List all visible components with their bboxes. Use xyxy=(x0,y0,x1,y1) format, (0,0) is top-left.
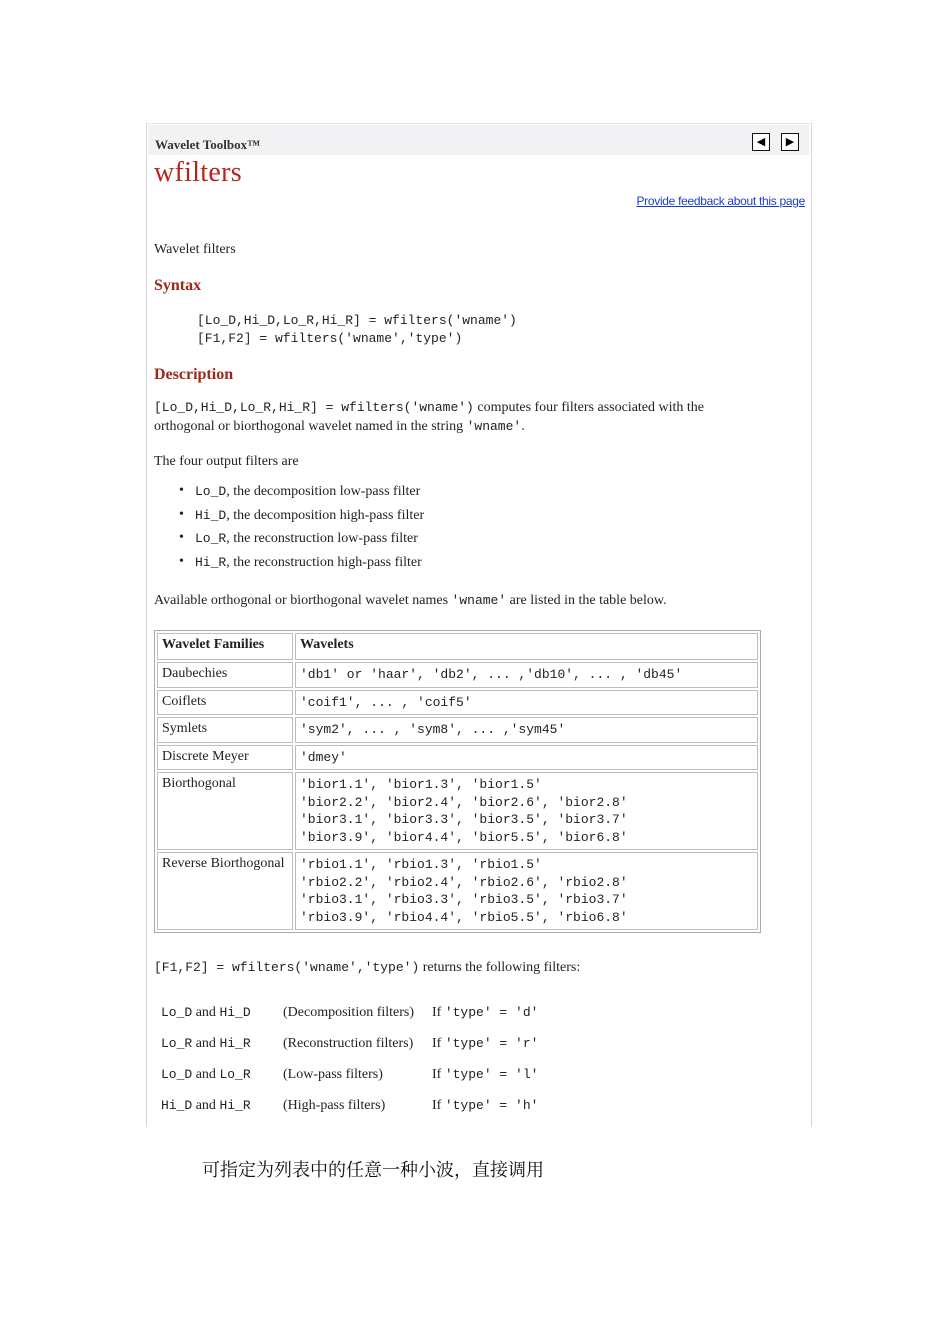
filter-type-row xyxy=(161,1098,539,1114)
description-end: . xyxy=(521,419,525,434)
filter-desc: (High-pass filters) xyxy=(283,1098,386,1113)
table-row xyxy=(157,717,758,743)
page-title: wfilters xyxy=(154,157,242,188)
filter-and: and xyxy=(192,1098,220,1113)
product-name: Wavelet Toolbox™ xyxy=(155,137,261,152)
description-heading: Description xyxy=(154,366,234,383)
bullet-code: Hi_D xyxy=(195,507,227,523)
filter-and: and xyxy=(192,1067,220,1082)
filter-and: and xyxy=(192,1005,220,1020)
family-cell: Biorthogonal xyxy=(157,772,293,850)
table-row xyxy=(157,690,758,716)
filter-cond: 'type' = 'r' xyxy=(444,1036,539,1051)
filter-a: Lo_D xyxy=(161,1067,193,1082)
arrow-right-icon[interactable]: ▶ xyxy=(781,133,799,151)
syntax-line-1: [Lo_D,Hi_D,Lo_R,Hi_R] = wfilters('wname') xyxy=(197,313,517,328)
doc-header-bar xyxy=(148,125,809,155)
caption-text: 可指定为列表中的任意一种小波，直接调用 xyxy=(202,1160,544,1181)
syntax-line-2: [F1,F2] = wfilters('wname','type') xyxy=(197,331,463,346)
filter-cond: 'type' = 'l' xyxy=(444,1067,539,1082)
family-cell: Reverse Biorthogonal xyxy=(157,852,293,930)
output-filters-list xyxy=(177,484,424,578)
available-post: are listed in the table below. xyxy=(506,593,667,608)
bullet-code: Lo_R xyxy=(195,531,227,546)
filter-a: Hi_D xyxy=(161,1098,193,1113)
filter-b: Lo_R xyxy=(219,1067,251,1082)
filter-cond: 'type' = 'h' xyxy=(444,1098,539,1113)
bullet-text: , the reconstruction high-pass filter xyxy=(226,554,422,570)
filter-desc: (Decomposition filters) xyxy=(283,1005,415,1020)
filter-a: Lo_R xyxy=(161,1036,193,1051)
table-header-row xyxy=(157,633,758,660)
syntax-heading: Syntax xyxy=(154,277,202,294)
filter-desc: (Low-pass filters) xyxy=(283,1067,383,1082)
wavelets-cell: 'rbio1.1', 'rbio1.3', 'rbio1.5' 'rbio2.2', 'rbio2.4', 'rbio2.6', 'rbio2.8' 'rbio3.1', 'rbio3.3', 'rbio3.5', 'rbio3.7' 'rbio3.9', 'rbio4.4', 'rbio5.5', 'rbio6.8' xyxy=(295,852,758,930)
available-pre: Available orthogonal or biorthogonal wavelet names xyxy=(154,593,452,608)
description-para-line-2 xyxy=(154,419,525,435)
returns-code: [F1,F2] = wfilters('wname','type') xyxy=(154,960,420,975)
list-item xyxy=(177,508,424,532)
available-code: 'wname' xyxy=(451,593,507,608)
table-row xyxy=(157,772,758,850)
doc-page-panel xyxy=(146,123,812,1127)
column-header-wavelets: Wavelets xyxy=(295,633,758,660)
filter-type-row xyxy=(161,1005,539,1021)
bullet-code: Hi_R xyxy=(195,554,227,570)
filter-if: If xyxy=(432,1036,445,1051)
filter-b: Hi_R xyxy=(219,1036,251,1051)
description-para-line-1 xyxy=(154,400,704,416)
table-row xyxy=(157,852,758,930)
bullet-text: , the decomposition high-pass filter xyxy=(226,507,425,523)
table-row xyxy=(157,662,758,688)
bullet-text: , the reconstruction low-pass filter xyxy=(226,531,418,546)
description-code: [Lo_D,Hi_D,Lo_R,Hi_R] = wfilters('wname') xyxy=(154,400,474,415)
list-item xyxy=(177,531,424,555)
filter-if: If xyxy=(432,1067,445,1082)
wavelet-families-table xyxy=(154,630,761,933)
family-cell: Discrete Meyer xyxy=(157,745,293,771)
filter-if: If xyxy=(432,1098,445,1113)
bullet-code: Lo_D xyxy=(195,484,227,499)
bullet-text: , the decomposition low-pass filter xyxy=(226,484,421,499)
filter-type-row xyxy=(161,1036,539,1052)
filter-b: Hi_R xyxy=(219,1098,251,1113)
family-cell: Coiflets xyxy=(157,690,293,716)
description-text: computes four filters associated with the xyxy=(473,400,705,415)
filter-b: Hi_D xyxy=(219,1005,251,1020)
family-cell: Symlets xyxy=(157,717,293,743)
filter-a: Lo_D xyxy=(161,1005,193,1020)
filter-if: If xyxy=(432,1005,445,1020)
column-header-families: Wavelet Families xyxy=(157,633,293,660)
filter-and: and xyxy=(192,1036,220,1051)
outputs-intro: The four output filters are xyxy=(154,454,299,469)
returns-desc: returns the following filters: xyxy=(419,960,581,975)
available-names-text xyxy=(154,593,667,609)
list-item xyxy=(177,484,424,508)
list-item xyxy=(177,555,424,579)
feedback-link[interactable]: Provide feedback about this page xyxy=(636,194,805,208)
filter-cond: 'type' = 'd' xyxy=(444,1005,539,1020)
wname-code: 'wname' xyxy=(466,419,522,434)
returns-text xyxy=(154,960,580,976)
wavelets-cell: 'dmey' xyxy=(295,745,758,771)
arrow-left-icon[interactable]: ◀ xyxy=(752,133,770,151)
filter-desc: (Reconstruction filters) xyxy=(283,1036,414,1051)
wavelets-cell: 'db1' or 'haar', 'db2', ... ,'db10', ... , 'db45' xyxy=(295,662,758,688)
family-cell: Daubechies xyxy=(157,662,293,688)
wavelets-cell: 'coif1', ... , 'coif5' xyxy=(295,690,758,716)
wavelets-cell: 'sym2', ... , 'sym8', ... ,'sym45' xyxy=(295,717,758,743)
wavelets-cell: 'bior1.1', 'bior1.3', 'bior1.5' 'bior2.2', 'bior2.4', 'bior2.6', 'bior2.8' 'bior3.1', 'bior3.3', 'bior3.5', 'bior3.7' 'bior3.9', 'bior4.4', 'bior5.5', 'bior6.8' xyxy=(295,772,758,850)
table-row xyxy=(157,745,758,771)
description-text-2: orthogonal or biorthogonal wavelet named in the string xyxy=(154,419,467,434)
summary-text: Wavelet filters xyxy=(154,242,236,257)
filter-type-row xyxy=(161,1067,539,1083)
